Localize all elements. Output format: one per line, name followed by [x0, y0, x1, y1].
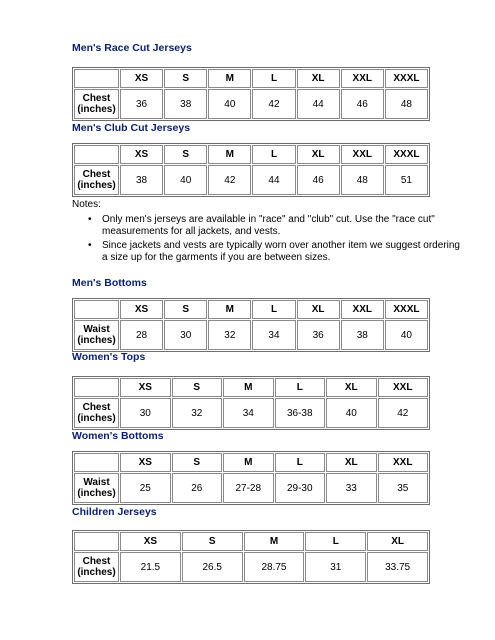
measurement-cell: 21.5: [120, 552, 181, 582]
size-header: S: [164, 300, 207, 319]
size-header: XXL: [341, 69, 384, 88]
table-header-row: [74, 69, 428, 88]
row-label: Chest (inches): [74, 398, 119, 428]
table-row: [74, 165, 428, 195]
measurement-cell: 27-28: [223, 473, 274, 503]
table-row: [74, 473, 428, 503]
size-header: XL: [326, 453, 377, 472]
size-header: M: [208, 145, 251, 164]
size-header: M: [244, 532, 305, 551]
size-header: L: [305, 532, 366, 551]
measurement-cell: 40: [326, 398, 377, 428]
measurement-cell: 48: [385, 89, 428, 119]
size-header: XS: [120, 453, 171, 472]
size-header: L: [252, 69, 295, 88]
measurement-cell: 34: [223, 398, 274, 428]
size-table-children-jerseys: [72, 530, 430, 584]
measurement-cell: 25: [120, 473, 171, 503]
measurement-cell: 36: [120, 89, 163, 119]
measurement-cell: 38: [120, 165, 163, 195]
measurement-cell: 33.75: [367, 552, 428, 582]
note-item: • Since jackets and vests are typically worn over another item we suggest ordering a size up for the garments if you are between sizes.: [102, 240, 462, 264]
measurement-cell: 32: [172, 398, 223, 428]
size-header: XL: [367, 532, 428, 551]
size-table-womens-bottoms: [72, 451, 430, 505]
section-title-womens-bottoms: Women's Bottoms: [72, 430, 164, 442]
size-header: M: [223, 378, 274, 397]
notes-label: Notes:: [72, 199, 101, 210]
measurement-cell: 35: [378, 473, 429, 503]
measurement-cell: 28.75: [244, 552, 305, 582]
header-blank-cell: [74, 145, 119, 164]
measurement-cell: 26.5: [182, 552, 243, 582]
table-header-row: [74, 300, 428, 319]
measurement-cell: 46: [297, 165, 340, 195]
size-header: XXXL: [385, 145, 428, 164]
measurement-cell: 48: [341, 165, 384, 195]
size-header: S: [164, 69, 207, 88]
table-header-row: [74, 145, 428, 164]
size-header: XL: [297, 69, 340, 88]
section-title-mens-club-cut-jerseys: Men's Club Cut Jerseys: [72, 122, 191, 134]
size-header: XL: [297, 145, 340, 164]
measurement-cell: 46: [341, 89, 384, 119]
size-header: M: [208, 69, 251, 88]
size-header: XS: [120, 300, 163, 319]
measurement-cell: 33: [326, 473, 377, 503]
size-header: XXXL: [385, 69, 428, 88]
table-header-row: [74, 378, 428, 397]
size-header: XS: [120, 145, 163, 164]
measurement-cell: 38: [164, 89, 207, 119]
measurement-cell: 36: [297, 320, 340, 350]
size-header: XS: [120, 69, 163, 88]
size-table-womens-tops: [72, 376, 430, 430]
header-blank-cell: [74, 300, 119, 319]
measurement-cell: 29-30: [275, 473, 326, 503]
measurement-cell: 38: [341, 320, 384, 350]
size-header: S: [172, 378, 223, 397]
header-blank-cell: [74, 532, 119, 551]
row-label: Chest (inches): [74, 89, 119, 119]
table-row: [74, 89, 428, 119]
measurement-cell: 40: [164, 165, 207, 195]
header-blank-cell: [74, 453, 119, 472]
section-title-womens-tops: Women's Tops: [72, 351, 146, 363]
size-header: XS: [120, 378, 171, 397]
measurement-cell: 36-38: [275, 398, 326, 428]
measurement-cell: 44: [252, 165, 295, 195]
size-header: XS: [120, 532, 181, 551]
row-label: Waist (inches): [74, 320, 119, 350]
section-title-mens-bottoms: Men's Bottoms: [72, 277, 147, 289]
section-title-mens-race-cut-jerseys: Men's Race Cut Jerseys: [72, 42, 192, 54]
size-header: XL: [297, 300, 340, 319]
table-header-row: [74, 453, 428, 472]
notes-list: [72, 214, 462, 266]
section-title-children-jerseys: Children Jerseys: [72, 506, 157, 518]
measurement-cell: 31: [305, 552, 366, 582]
measurement-cell: 30: [164, 320, 207, 350]
size-header: S: [172, 453, 223, 472]
size-table-mens-club-cut-jerseys: [72, 143, 430, 197]
header-blank-cell: [74, 378, 119, 397]
measurement-cell: 44: [297, 89, 340, 119]
measurement-cell: 32: [208, 320, 251, 350]
size-header: XXL: [378, 378, 429, 397]
size-header: XXL: [341, 300, 384, 319]
measurement-cell: 40: [385, 320, 428, 350]
size-header: XXL: [378, 453, 429, 472]
row-label: Waist (inches): [74, 473, 119, 503]
measurement-cell: 30: [120, 398, 171, 428]
measurement-cell: 34: [252, 320, 295, 350]
measurement-cell: 51: [385, 165, 428, 195]
size-table-mens-race-cut-jerseys: [72, 67, 430, 121]
table-row: [74, 552, 428, 582]
measurement-cell: 42: [208, 165, 251, 195]
size-header: L: [275, 378, 326, 397]
row-label: Chest (inches): [74, 165, 119, 195]
size-header: L: [252, 145, 295, 164]
measurement-cell: 28: [120, 320, 163, 350]
measurement-cell: 42: [378, 398, 429, 428]
row-label: Chest (inches): [74, 552, 119, 582]
table-row: [74, 320, 428, 350]
header-blank-cell: [74, 69, 119, 88]
note-item: • Only men's jerseys are available in "race" and "club" cut. Use the "race cut" measurements for all jackets, and vests.: [102, 214, 462, 238]
measurement-cell: 42: [252, 89, 295, 119]
size-header: L: [252, 300, 295, 319]
measurement-cell: 26: [172, 473, 223, 503]
size-header: XXL: [341, 145, 384, 164]
size-header: XL: [326, 378, 377, 397]
size-header: XXXL: [385, 300, 428, 319]
size-header: M: [208, 300, 251, 319]
table-header-row: [74, 532, 428, 551]
measurement-cell: 40: [208, 89, 251, 119]
size-header: L: [275, 453, 326, 472]
size-header: S: [164, 145, 207, 164]
table-row: [74, 398, 428, 428]
size-table-mens-bottoms: [72, 298, 430, 352]
size-header: S: [182, 532, 243, 551]
size-header: M: [223, 453, 274, 472]
